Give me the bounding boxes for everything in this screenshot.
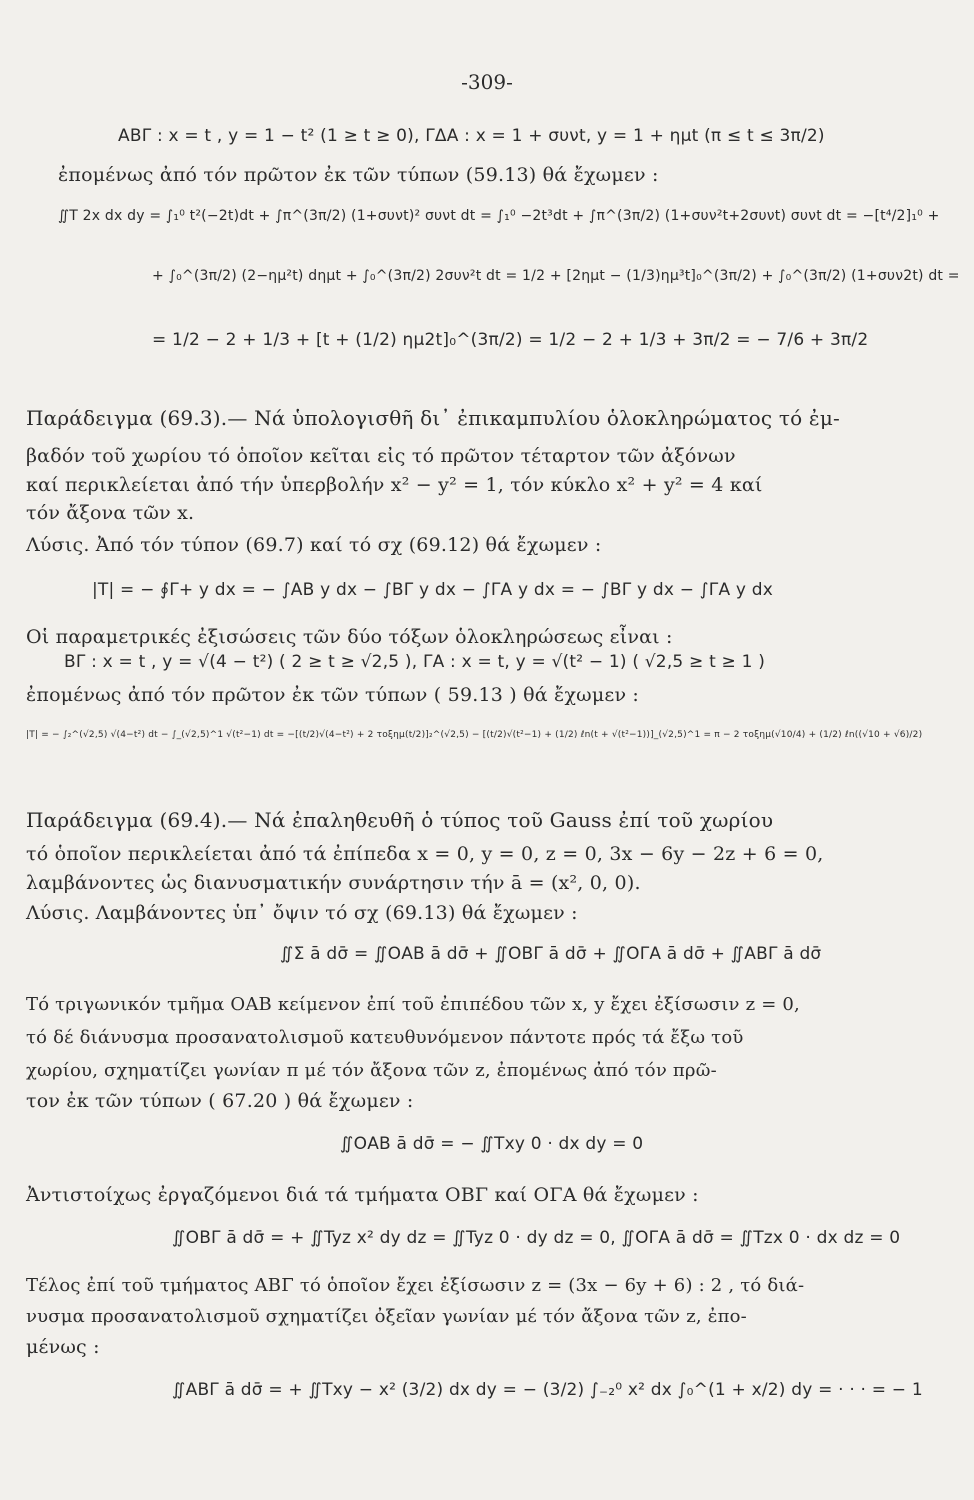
- equation-line: ∬Σ ā dσ̄ = ∬ΟΑΒ ā dσ̄ + ∬ΟΒΓ ā dσ̄ + ∬ΟΓΑ ā dσ̄ + ∬ΑΒΓ ā dσ̄: [280, 944, 822, 964]
- text-line: μένως :: [26, 1336, 100, 1358]
- arc-parametrization: ΒΓ : x = t , y = √(4 − t²) ( 2 ≥ t ≥ √2,5 ), ΓΑ : x = t, y = √(t² − 1) ( √2,5 ≥ t ≥ 1 ): [64, 652, 766, 672]
- solution-label: Λύσις. Λαμβάνοντες ὑπ᾽ ὄψιν τό σχ (69.13) θά ἔχωμεν :: [26, 902, 578, 924]
- text-line: Ἀντιστοίχως ἐργαζόμενοι διά τά τμήματα ΟΒΓ καί ΟΓΑ θά ἔχωμεν :: [26, 1184, 699, 1206]
- text-line: ἐπομένως ἀπό τόν πρῶτον ἐκ τῶν τύπων (59.13) θά ἔχωμεν :: [58, 164, 659, 186]
- equation-line: ∬ΑΒΓ ā dσ̄ = + ∬Txy − x² (3/2) dx dy = − (3/2) ∫₋₂⁰ x² dx ∫₀^(1 + x/2) dy = · · · = − 1: [172, 1380, 923, 1400]
- equation-line: ∬T 2x dx dy = ∫₁⁰ t²(−2t)dt + ∫π^(3π/2) (1+συνt)² συνt dt = ∫₁⁰ −2t³dt + ∫π^(3π/2) (1+συν²t+2συνt) συνt dt = −[t⁴/2]₁⁰ +: [58, 208, 940, 224]
- equation-line: = 1/2 − 2 + 1/3 + [t + (1/2) ημ2t]₀^(3π/2) = 1/2 − 2 + 1/3 + 3π/2 = − 7/6 + 3π/2: [152, 330, 869, 350]
- equation-line: |T| = − ∮Γ+ y dx = − ∫ΑΒ y dx − ∫ΒΓ y dx − ∫ΓΑ y dx = − ∫ΒΓ y dx − ∫ΓΑ y dx: [92, 580, 774, 600]
- text-line: τό ὁποῖον περικλείεται ἀπό τά ἐπίπεδα x = 0, y = 0, z = 0, 3x − 6y − 2z + 6 = 0,: [26, 843, 824, 865]
- text-line: τον ἐκ τῶν τύπων ( 67.20 ) θά ἔχωμεν :: [26, 1090, 414, 1112]
- equation-line: |T| = − ∫₂^(√2,5) √(4−t²) dt − ∫_(√2,5)^1 √(t²−1) dt = −[(t/2)√(4−t²) + 2 τοξημ(t/2)]₂^(√2,5) − [(t/2)√(t²−1) + (1/2) ℓn(t + √(t²−1))]_(√2,5)^1 = π − 2 τοξημ(√10/4) + (1/2) ℓn((√10 + √6)/2): [26, 730, 923, 740]
- example-69-3-heading: Παράδειγμα (69.3).— Νά ὑπολογισθῆ δι᾽ ἐπικαμπυλίου ὁλοκληρώματος τό ἐμ-: [26, 406, 841, 430]
- text-line: τόν ἄξονα τῶν x.: [26, 502, 195, 524]
- text-line: Τέλος ἐπί τοῦ τμήματος ΑΒΓ τό ὁποῖον ἔχει ἐξίσωσιν z = (3x − 6y + 6) : 2 , τό διά-: [26, 1275, 805, 1296]
- page-number: -309-: [461, 70, 513, 94]
- solution-label: Λύσις. Ἀπό τόν τύπον (69.7) καί τό σχ (69.12) θά ἔχωμεν :: [26, 534, 602, 556]
- text-line: καί περικλείεται ἀπό τήν ὑπερβολήν x² − y² = 1, τόν κύκλο x² + y² = 4 καί: [26, 474, 763, 496]
- example-69-4-heading: Παράδειγμα (69.4).— Νά ἐπαληθευθῆ ὁ τύπος τοῦ Gauss ἐπί τοῦ χωρίου: [26, 808, 774, 832]
- equation-line: ∬ΟΒΓ ā dσ̄ = + ∬Tyz x² dy dz = ∬Tyz 0 · dy dz = 0, ∬ΟΓΑ ā dσ̄ = ∬Tzx 0 · dx dz = 0: [172, 1228, 901, 1248]
- text-line: βαδόν τοῦ χωρίου τό ὁποῖον κεῖται εἰς τό πρῶτον τέταρτον τῶν ἀξόνων: [26, 445, 736, 467]
- text-line: χωρίου, σχηματίζει γωνίαν π μέ τόν ἄξονα τῶν z, ἐπομένως ἀπό τόν πρῶ-: [26, 1060, 717, 1081]
- text-line: νυσμα προσανατολισμοῦ σχηματίζει ὀξεῖαν γωνίαν μέ τόν ἄξονα τῶν z, ἐπο-: [26, 1306, 747, 1327]
- text-line: ἐπομένως ἀπό τόν πρῶτον ἐκ τῶν τύπων ( 59.13 ) θά ἔχωμεν :: [26, 684, 640, 706]
- arc-parametrization: ΑΒΓ : x = t , y = 1 − t² (1 ≥ t ≥ 0), ΓΔΑ : x = 1 + συνt, y = 1 + ημt (π ≤ t ≤ 3π/2): [118, 126, 825, 146]
- equation-line: ∬ΟΑΒ ā dσ̄ = − ∬Txy 0 · dx dy = 0: [340, 1134, 644, 1154]
- text-line: Τό τριγωνικόν τμῆμα ΟΑΒ κείμενον ἐπί τοῦ ἐπιπέδου τῶν x, y ἔχει ἐξίσωσιν z = 0,: [26, 994, 800, 1015]
- text-line: τό δέ διάνυσμα προσανατολισμοῦ κατευθυνόμενον πάντοτε πρός τά ἔξω τοῦ: [26, 1027, 744, 1048]
- equation-line: + ∫₀^(3π/2) (2−ημ²t) dημt + ∫₀^(3π/2) 2συν²t dt = 1/2 + [2ημt − (1/3)ημ³t]₀^(3π/2) + ∫₀^(3π/2) (1+συν2t) dt =: [152, 268, 960, 284]
- text-line: λαμβάνοντες ὡς διανυσματικήν συνάρτησιν τήν ā = (x², 0, 0).: [26, 872, 641, 894]
- text-line: Οἱ παραμετρικές ἐξισώσεις τῶν δύο τόξων ὁλοκληρώσεως εἶναι :: [26, 626, 673, 648]
